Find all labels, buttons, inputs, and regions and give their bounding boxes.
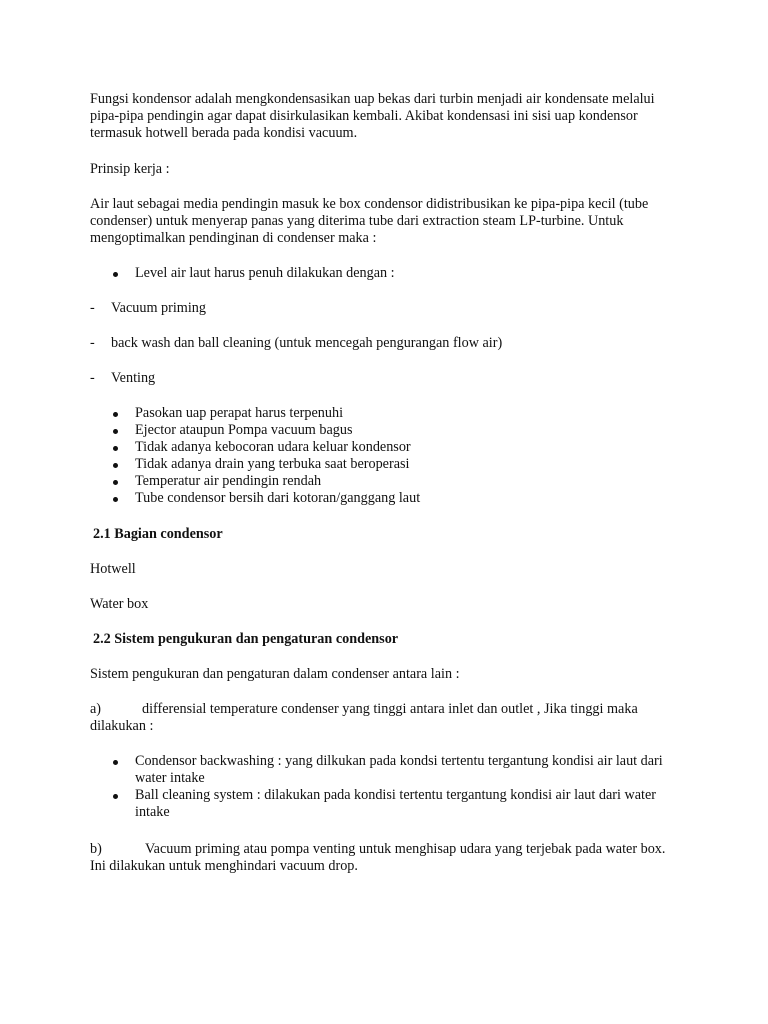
level-bullet-list <box>90 265 680 282</box>
item-a-text: differensial temperature condenser yang tinggi antara inlet dan outlet , Jika tinggi maka dilakukan : <box>90 701 638 734</box>
prinsip-label: Prinsip kerja : <box>90 161 170 177</box>
conditions-bullet-list <box>90 405 680 507</box>
section-heading-2-2: 2.2 Sistem pengukuran dan pengaturan condensor <box>93 631 399 647</box>
list-item <box>90 753 680 787</box>
item-b-paragraph <box>90 841 680 875</box>
section-heading-2-1: 2.1 Bagian condensor <box>93 526 223 542</box>
list-item-text: Ball cleaning system : dilakukan pada kondisi tertentu tergantung kondisi air laut dari water intake <box>135 787 656 820</box>
item-b-label: b) <box>90 841 102 857</box>
dash-icon: - <box>90 300 95 316</box>
list-item-text: Condensor backwashing : yang dilkukan pada kondsi tertentu tergantung kondisi air laut dari water intake <box>135 753 663 786</box>
list-item <box>90 787 680 821</box>
dash-icon: - <box>90 335 95 351</box>
list-item-text: Tidak adanya drain yang terbuka saat beroperasi <box>135 456 410 472</box>
item-a-label: a) <box>90 701 102 717</box>
bagian-item-hotwell: Hotwell <box>90 561 136 577</box>
list-item-text: Tidak adanya kebocoran udara keluar kondensor <box>135 439 411 455</box>
intro-paragraph: Fungsi kondensor adalah mengkondensasikan uap bekas dari turbin menjadi air kondensate melalui pipa-pipa pendingin agar dapat disirkulasikan kembali. Akibat kondensasi ini sisi uap kondensor termasuk hotwell berada pada kondisi vacuum. <box>90 91 655 141</box>
list-item <box>90 490 680 507</box>
bullet-icon <box>113 497 118 502</box>
list-item <box>90 265 680 282</box>
list-item-text: Pasokan uap perapat harus terpenuhi <box>135 405 344 421</box>
item-b-text: Vacuum priming atau pompa venting untuk menghisap udara yang terjebak pada water box. Ini dilakukan untuk menghindari vacuum drop. <box>90 841 666 874</box>
bagian-item-water-box: Water box <box>90 596 149 612</box>
dash-item <box>90 300 680 317</box>
dash-item <box>90 370 680 387</box>
bullet-icon <box>113 446 118 451</box>
list-item-text: Level air laut harus penuh dilakukan dengan : <box>135 265 395 281</box>
dash-icon: - <box>90 370 95 386</box>
bullet-icon <box>113 272 118 277</box>
dash-item-text: Vacuum priming <box>111 300 206 316</box>
bullet-icon <box>113 794 118 799</box>
dash-item <box>90 335 680 352</box>
item-a-bullet-list <box>90 753 680 821</box>
list-item <box>90 439 680 456</box>
dash-item-text: back wash dan ball cleaning (untuk mencegah pengurangan flow air) <box>111 335 503 351</box>
bullet-icon <box>113 760 118 765</box>
list-item <box>90 422 680 439</box>
list-item <box>90 405 680 422</box>
dash-item-text: Venting <box>111 370 156 386</box>
bullet-icon <box>113 429 118 434</box>
bullet-icon <box>113 412 118 417</box>
list-item <box>90 473 680 490</box>
sistem-intro: Sistem pengukuran dan pengaturan dalam condenser antara lain : <box>90 666 460 682</box>
list-item <box>90 456 680 473</box>
prinsip-paragraph: Air laut sebagai media pendingin masuk ke box condensor didistribusikan ke pipa-pipa kecil (tube condenser) untuk menyerap panas yang diterima tube dari extraction steam LP-turbine. Untuk mengoptimalkan pendinginan di condenser maka : <box>90 196 649 246</box>
list-item-text: Ejector ataupun Pompa vacuum bagus <box>135 422 353 438</box>
bullet-icon <box>113 480 118 485</box>
list-item-text: Temperatur air pendingin rendah <box>135 473 322 489</box>
item-a-paragraph <box>90 701 680 735</box>
list-item-text: Tube condensor bersih dari kotoran/ganggang laut <box>135 490 421 506</box>
bullet-icon <box>113 463 118 468</box>
